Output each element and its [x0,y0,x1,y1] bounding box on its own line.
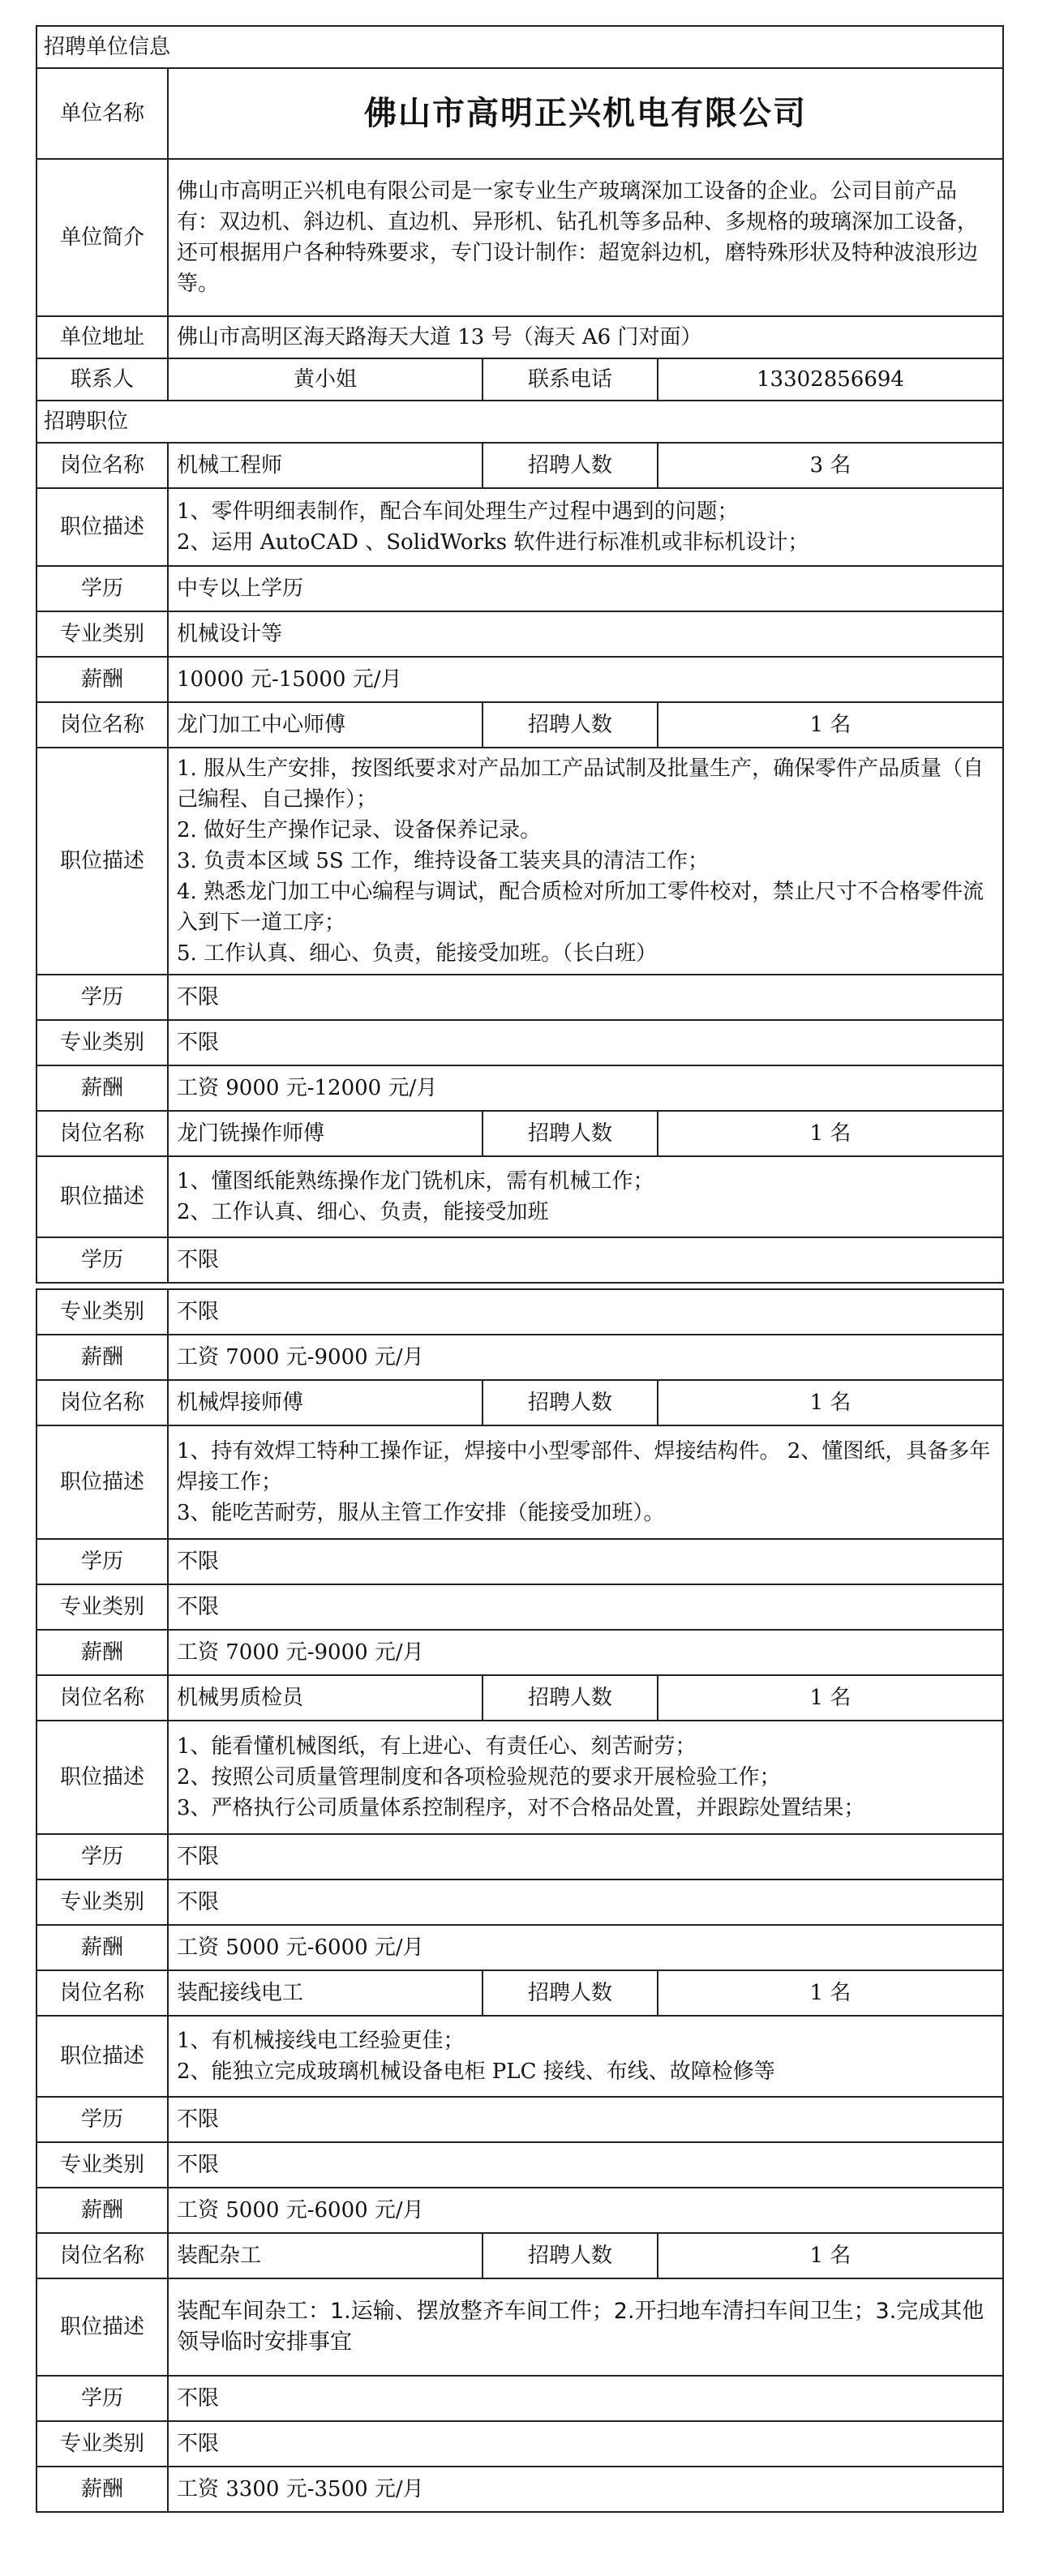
job-desc: 1、持有效焊工特种工操作证，焊接中小型零部件、焊接结构件。 2、懂图纸，具备多年焊接工作； 3、能吃苦耐劳，服从主管工作安排（能接受加班）。 [168,1425,1003,1539]
contact-label: 联系人 [36,358,168,401]
job-desc: 1、有机械接线电工经验更佳； 2、能独立完成玻璃机械设备电柜 PLC 接线、布线、故障检修等 [168,2016,1003,2097]
job-major: 不限 [168,2142,1003,2188]
job-count-label: 招聘人数 [483,1380,658,1425]
job-salary: 工资 5000 元-6000 元/月 [168,1925,1003,1970]
job-count-label: 招聘人数 [483,702,658,748]
job-edu-label: 学历 [36,975,168,1020]
job-edu: 不限 [168,975,1003,1020]
job-desc: 1. 服从生产安排，按图纸要求对产品加工产品试制及批量生产，确保零件产品质量（自己编程、自己操作）； 2. 做好生产操作记录、设备保养记录。 3. 负责本区域 5S 工作，维持设备工装夹具的清洁工作； 4. 熟悉龙门加工中心编程与调试，配合质检对所加工零件校对，禁止尺寸不合格零件流入到下一道工序； 5. 工作认真、细心、负责，能接受加班。（长白班） [168,748,1003,975]
job-edu: 不限 [168,1834,1003,1879]
job-title-label: 岗位名称 [36,1675,168,1721]
job-salary: 10000 元-15000 元/月 [168,657,1003,702]
job-edu-label: 学历 [36,1237,168,1283]
job-title-label: 岗位名称 [36,1111,168,1156]
job-edu-label: 学历 [36,2097,168,2142]
job-desc-label: 职位描述 [36,748,168,975]
job-count: 1 名 [658,2233,1003,2278]
contact-phone: 13302856694 [658,358,1003,401]
job-desc: 装配车间杂工：1.运输、摆放整齐车间工件；2.开扫地车清扫车间卫生；3.完成其他领导临时安排事宜 [168,2278,1003,2376]
job-count-label: 招聘人数 [483,1675,658,1721]
jobs-section-heading: 招聘职位 [36,401,1003,443]
job-salary-label: 薪酬 [36,1630,168,1675]
job-desc: 1、零件明细表制作，配合车间处理生产过程中遇到的问题； 2、运用 AutoCAD 、SolidWorks 软件进行标准机或非标机设计； [168,488,1003,566]
job-count: 1 名 [658,1675,1003,1721]
job-title-label: 岗位名称 [36,443,168,488]
job-count: 1 名 [658,1970,1003,2016]
contact-name: 黄小姐 [168,358,483,401]
job-desc-label: 职位描述 [36,2016,168,2097]
job-desc-label: 职位描述 [36,1425,168,1539]
job-title: 机械工程师 [168,443,483,488]
job-desc-label: 职位描述 [36,1721,168,1834]
company-intro-label: 单位简介 [36,159,168,316]
job-salary-label: 薪酬 [36,1335,168,1380]
job-major: 不限 [168,1020,1003,1065]
job-desc: 1、懂图纸能熟练操作龙门铣机床，需有机械工作； 2、工作认真、细心、负责，能接受加班 [168,1156,1003,1237]
job-title-label: 岗位名称 [36,1970,168,2016]
job-title-label: 岗位名称 [36,702,168,748]
job-salary-label: 薪酬 [36,2467,168,2512]
job-title: 装配接线电工 [168,1970,483,2016]
company-name-label: 单位名称 [36,68,168,159]
job-salary-label: 薪酬 [36,657,168,702]
job-edu-label: 学历 [36,566,168,611]
recruitment-table-part1 [36,25,1004,1284]
job-title: 龙门加工中心师傅 [168,702,483,748]
job-desc-label: 职位描述 [36,488,168,566]
job-title: 龙门铣操作师傅 [168,1111,483,1156]
job-major-label: 专业类别 [36,611,168,657]
company-name: 佛山市高明正兴机电有限公司 [168,68,1003,159]
company-address: 佛山市高明区海天路海天大道 13 号（海天 A6 门对面） [168,316,1003,358]
job-salary: 工资 7000 元-9000 元/月 [168,1335,1003,1380]
job-major-label: 专业类别 [36,1289,168,1335]
company-section-heading: 招聘单位信息 [36,26,1003,68]
job-count: 1 名 [658,1380,1003,1425]
job-edu: 不限 [168,1539,1003,1584]
job-edu: 不限 [168,1237,1003,1283]
job-major-label: 专业类别 [36,1020,168,1065]
job-count-label: 招聘人数 [483,1111,658,1156]
recruitment-sheet [36,25,1002,2513]
job-title-label: 岗位名称 [36,2233,168,2278]
job-edu-label: 学历 [36,1834,168,1879]
job-salary: 工资 7000 元-9000 元/月 [168,1630,1003,1675]
job-major: 不限 [168,1584,1003,1630]
job-count-label: 招聘人数 [483,443,658,488]
company-intro: 佛山市高明正兴机电有限公司是一家专业生产玻璃深加工设备的企业。公司目前产品有：双边机、斜边机、直边机、异形机、钻孔机等多品种、多规格的玻璃深加工设备，还可根据用户各种特殊要求，专门设计制作：超宽斜边机，磨特殊形状及特种波浪形边等。 [168,159,1003,316]
job-major-label: 专业类别 [36,1584,168,1630]
job-count: 1 名 [658,1111,1003,1156]
job-count-label: 招聘人数 [483,1970,658,2016]
job-edu: 中专以上学历 [168,566,1003,611]
job-major-label: 专业类别 [36,2142,168,2188]
job-salary: 工资 9000 元-12000 元/月 [168,1065,1003,1111]
job-major-label: 专业类别 [36,2421,168,2467]
job-major-label: 专业类别 [36,1879,168,1925]
job-desc-label: 职位描述 [36,1156,168,1237]
phone-label: 联系电话 [483,358,658,401]
job-title: 装配杂工 [168,2233,483,2278]
job-edu: 不限 [168,2097,1003,2142]
job-edu: 不限 [168,2376,1003,2421]
recruitment-table-part2 [36,1288,1004,2513]
job-edu-label: 学历 [36,1539,168,1584]
job-title: 机械男质检员 [168,1675,483,1721]
job-edu-label: 学历 [36,2376,168,2421]
job-desc-label: 职位描述 [36,2278,168,2376]
job-title-label: 岗位名称 [36,1380,168,1425]
job-count: 1 名 [658,702,1003,748]
job-major: 不限 [168,2421,1003,2467]
company-address-label: 单位地址 [36,316,168,358]
job-salary: 工资 5000 元-6000 元/月 [168,2188,1003,2233]
job-title: 机械焊接师傅 [168,1380,483,1425]
job-salary-label: 薪酬 [36,2188,168,2233]
job-count-label: 招聘人数 [483,2233,658,2278]
job-count: 3 名 [658,443,1003,488]
job-salary-label: 薪酬 [36,1925,168,1970]
job-desc: 1、能看懂机械图纸，有上进心、有责任心、刻苦耐劳； 2、按照公司质量管理制度和各项检验规范的要求开展检验工作； 3、严格执行公司质量体系控制程序，对不合格品处置，并跟踪处置结果； [168,1721,1003,1834]
job-salary: 工资 3300 元-3500 元/月 [168,2467,1003,2512]
job-major: 不限 [168,1289,1003,1335]
job-major: 机械设计等 [168,611,1003,657]
job-salary-label: 薪酬 [36,1065,168,1111]
job-major: 不限 [168,1879,1003,1925]
